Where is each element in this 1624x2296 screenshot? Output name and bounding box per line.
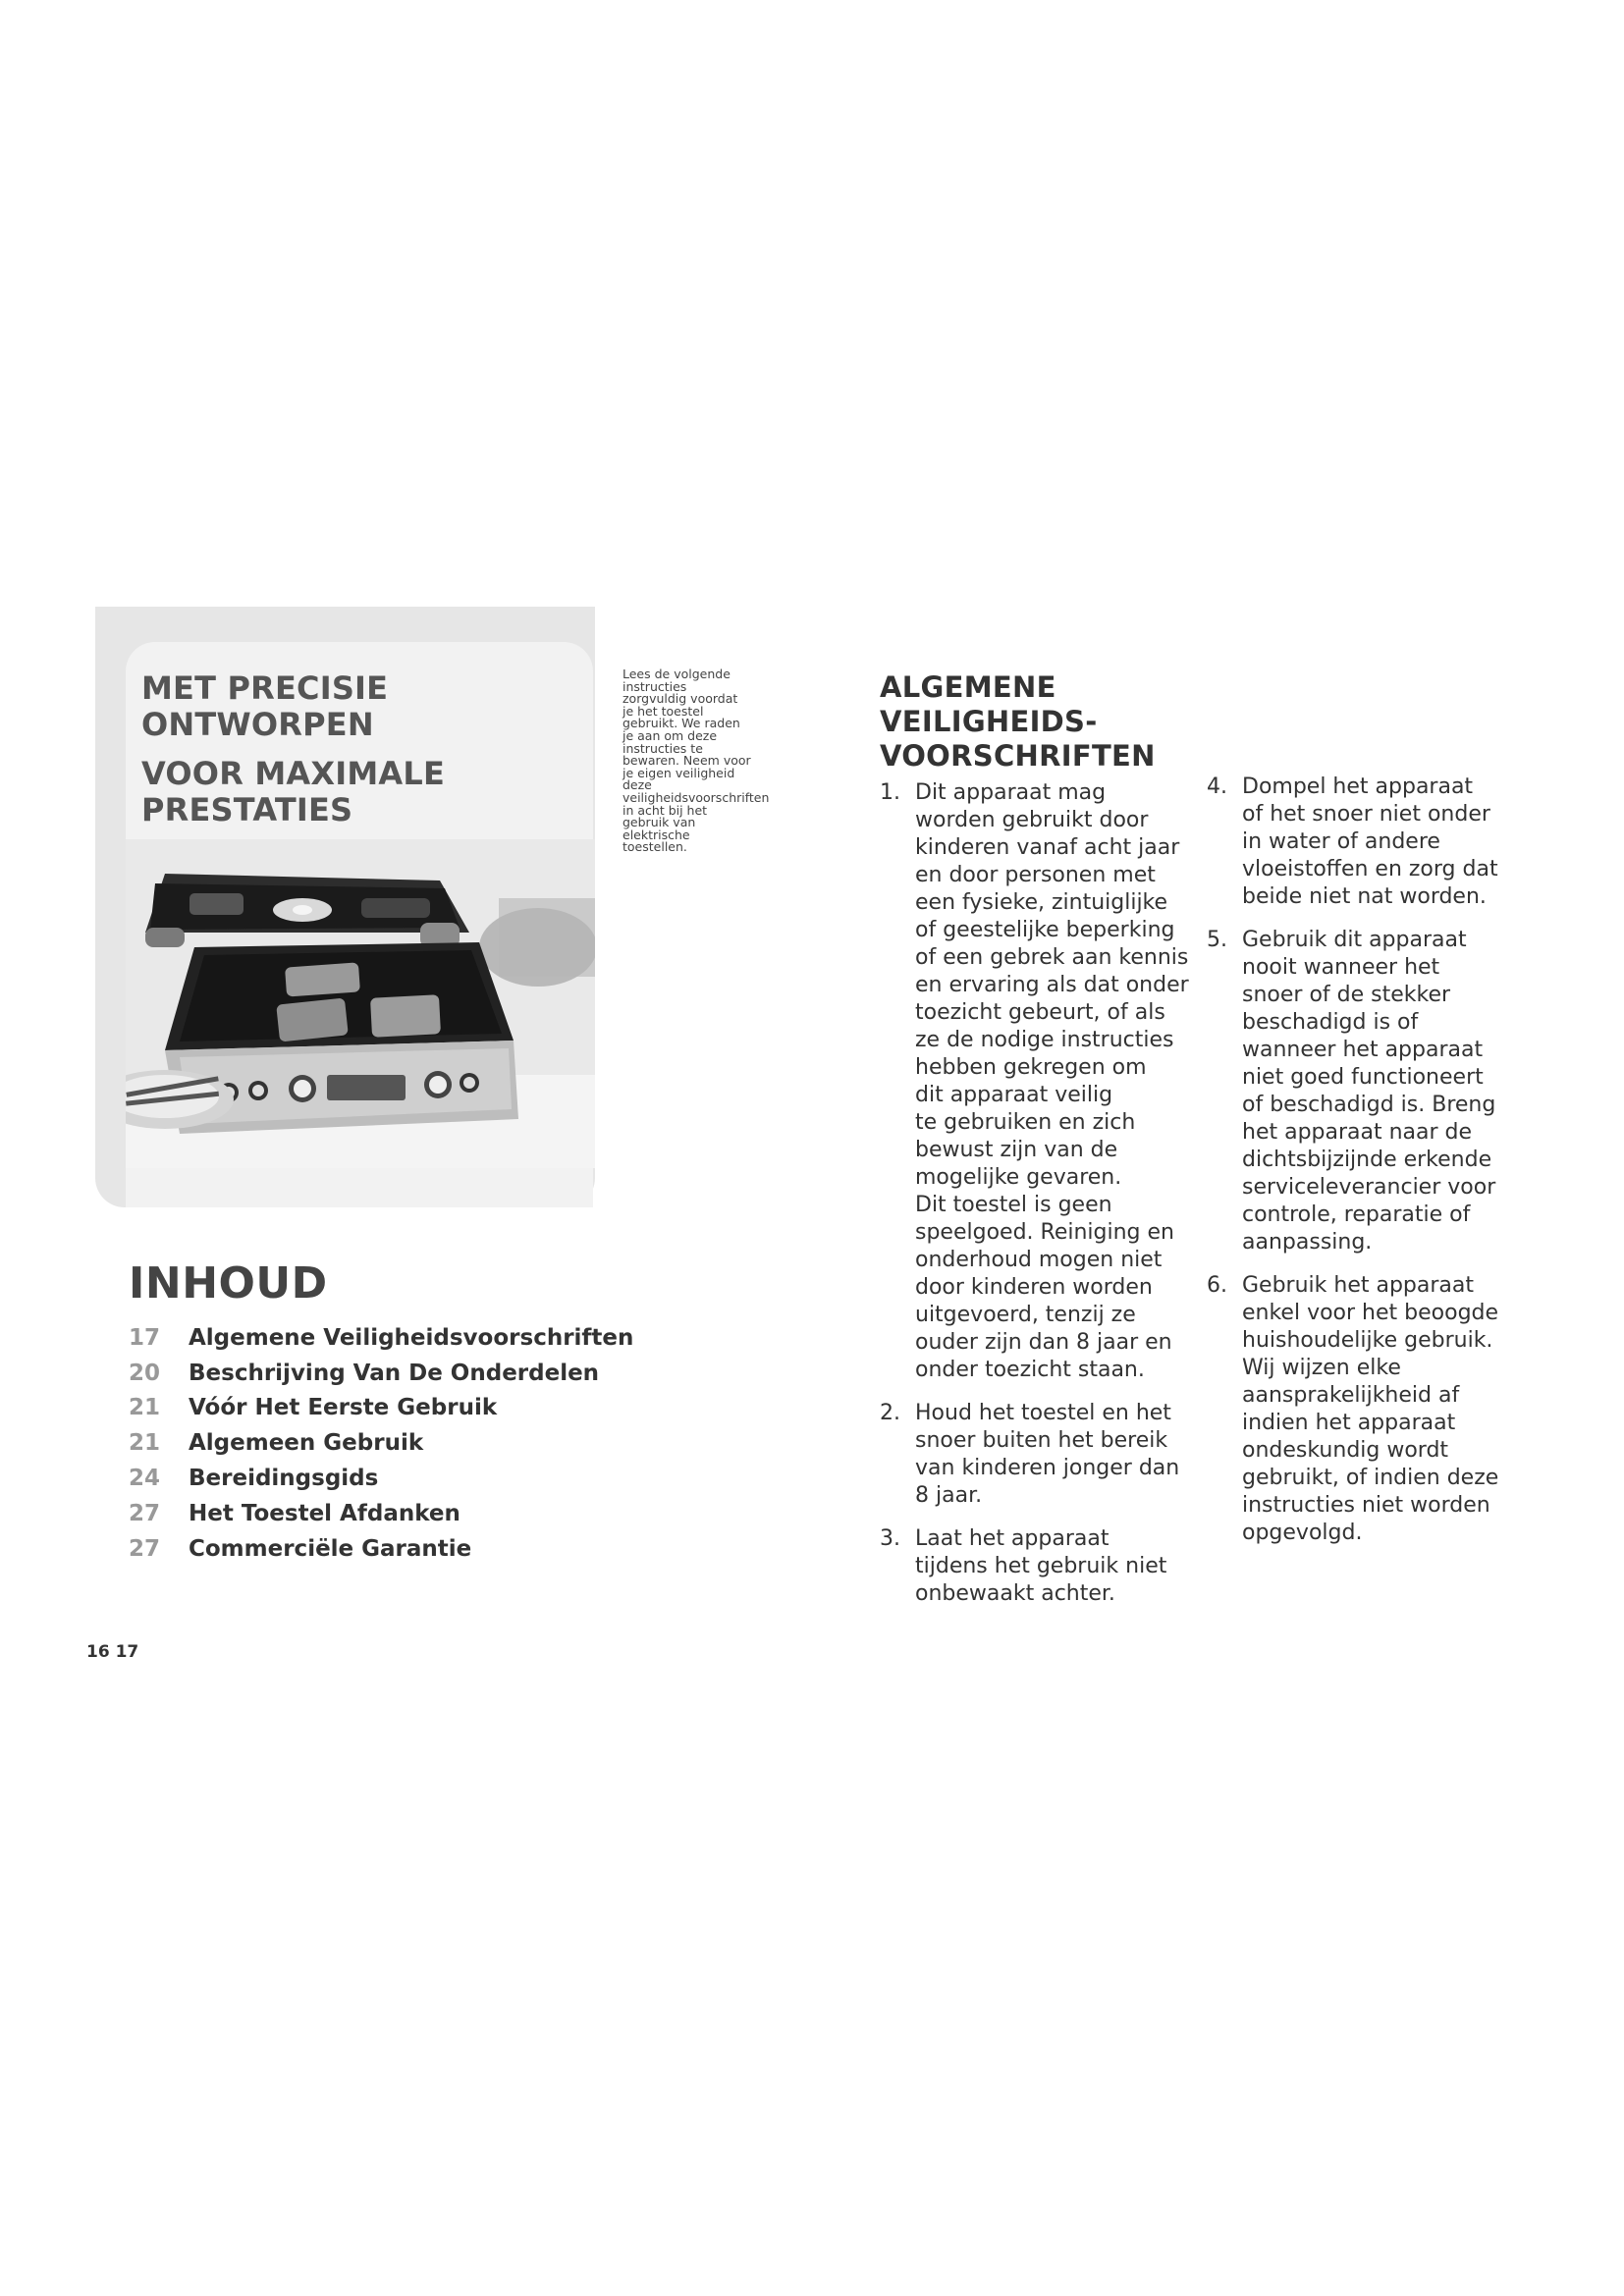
safety-item-text: Laat het apparaat tijdens het gebruik niet onbewaakt achter. <box>915 1526 1167 1606</box>
safety-column-right <box>1207 774 1531 1563</box>
safety-item <box>880 1525 1194 1608</box>
safety-title-line: ALGEMENE <box>880 670 1056 704</box>
safety-item-number: 6. <box>1207 1273 1227 1298</box>
toc-label: Beschrijving Van De Onderdelen <box>189 1360 600 1386</box>
toc-label: Vóór Het Eerste Gebruik <box>189 1395 498 1421</box>
hero-title-1: MET PRECISIE <box>141 669 389 707</box>
safety-item <box>1207 774 1531 911</box>
safety-item <box>880 779 1194 1384</box>
toc-item[interactable] <box>129 1320 639 1356</box>
toc-page-number: 20 <box>129 1360 161 1386</box>
safety-item <box>880 1400 1194 1510</box>
safety-item-text: Gebruik het apparaat enkel voor het beoogde huishoudelijke gebruik. Wij wijzen elke aansprakelijkheid af indien het apparaat ondeskundig wordt gebruikt, of indien deze instructies niet worden opgevolgd. <box>1242 1273 1499 1545</box>
toc-page-number: 21 <box>129 1395 161 1421</box>
hero-title-2: ONTWORPEN <box>141 706 374 743</box>
safety-item-text: Gebruik dit apparaat nooit wanneer het snoer of de stekker beschadigd is of wanneer het apparaat niet goed functioneert of beschadigd is. Breng het apparaat naar de dichtsbijzijnde erkende serviceleverancier voor controle, reparatie of aanpassing. <box>1242 928 1496 1255</box>
grill-product-photo <box>126 839 595 1168</box>
hero-title-4: PRESTATIES <box>141 791 353 828</box>
toc-item[interactable] <box>129 1425 639 1461</box>
safety-title-line: VEILIGHEIDS- <box>880 705 1098 738</box>
toc-page-number: 24 <box>129 1466 161 1492</box>
toc-item[interactable] <box>129 1496 639 1531</box>
toc-page-number: 27 <box>129 1535 161 1562</box>
safety-item-number: 1. <box>880 780 900 805</box>
contents-title: INHOUD <box>129 1258 328 1308</box>
toc-label: Algemeen Gebruik <box>189 1430 424 1457</box>
safety-item <box>1207 927 1531 1256</box>
toc-item[interactable] <box>129 1391 639 1426</box>
safety-item-number: 4. <box>1207 774 1227 799</box>
toc-item[interactable] <box>129 1461 639 1496</box>
intro-note: Lees de volgende instructies zorgvuldig voordat je het toestel gebruikt. We raden je aan om deze instructies te bewaren. Neem voor je eigen veiligheid deze veiligheidsvoorschriften in acht bij het gebruik van elektrische toestellen. <box>623 667 770 855</box>
toc-page-number: 17 <box>129 1324 161 1351</box>
safety-item-number: 5. <box>1207 928 1227 952</box>
safety-title-line: VOORSCHRIFTEN <box>880 739 1156 773</box>
toc-label: Bereidingsgids <box>189 1466 379 1492</box>
safety-item-text: Dompel het apparaat of het snoer niet onder in water of andere vloeistoffen en zorg dat beide niet nat worden. <box>1242 774 1498 909</box>
toc-label: Algemene Veiligheidsvoorschriften <box>189 1324 634 1351</box>
safety-item-text: Dit apparaat mag worden gebruikt door kinderen vanaf acht jaar en door personen met een fysieke, zintuiglijke of geestelijke beperking of een gebrek aan kennis en ervaring als dat onder toezicht gebeurt, of als ze de nodige instructies hebben gekregen om dit apparaat veilig te gebruiken en zich bewust zijn van de mogelijke gevaren. Dit toestel is geen speelgoed. Reiniging en onderhoud mogen niet door kinderen worden uitgevoerd, tenzij ze ouder zijn dan 8 jaar en onder toezicht staan. <box>915 780 1189 1382</box>
toc-label: Het Toestel Afdanken <box>189 1500 460 1526</box>
page-numbers: 16 17 <box>86 1642 139 1662</box>
toc-item[interactable] <box>129 1356 639 1391</box>
toc-page-number: 21 <box>129 1430 161 1457</box>
safety-item-text: Houd het toestel en het snoer buiten het bereik van kinderen jonger dan 8 jaar. <box>915 1401 1180 1508</box>
safety-title <box>880 670 1156 774</box>
toc-item[interactable] <box>129 1531 639 1567</box>
hero-title-3: VOOR MAXIMALE <box>141 755 446 792</box>
toc-label: Commerciële Garantie <box>189 1535 472 1562</box>
safety-column-left <box>880 779 1194 1624</box>
table-of-contents <box>129 1320 639 1567</box>
safety-item-number: 2. <box>880 1401 900 1425</box>
safety-item-number: 3. <box>880 1526 900 1551</box>
toc-page-number: 27 <box>129 1500 161 1526</box>
safety-item <box>1207 1272 1531 1547</box>
